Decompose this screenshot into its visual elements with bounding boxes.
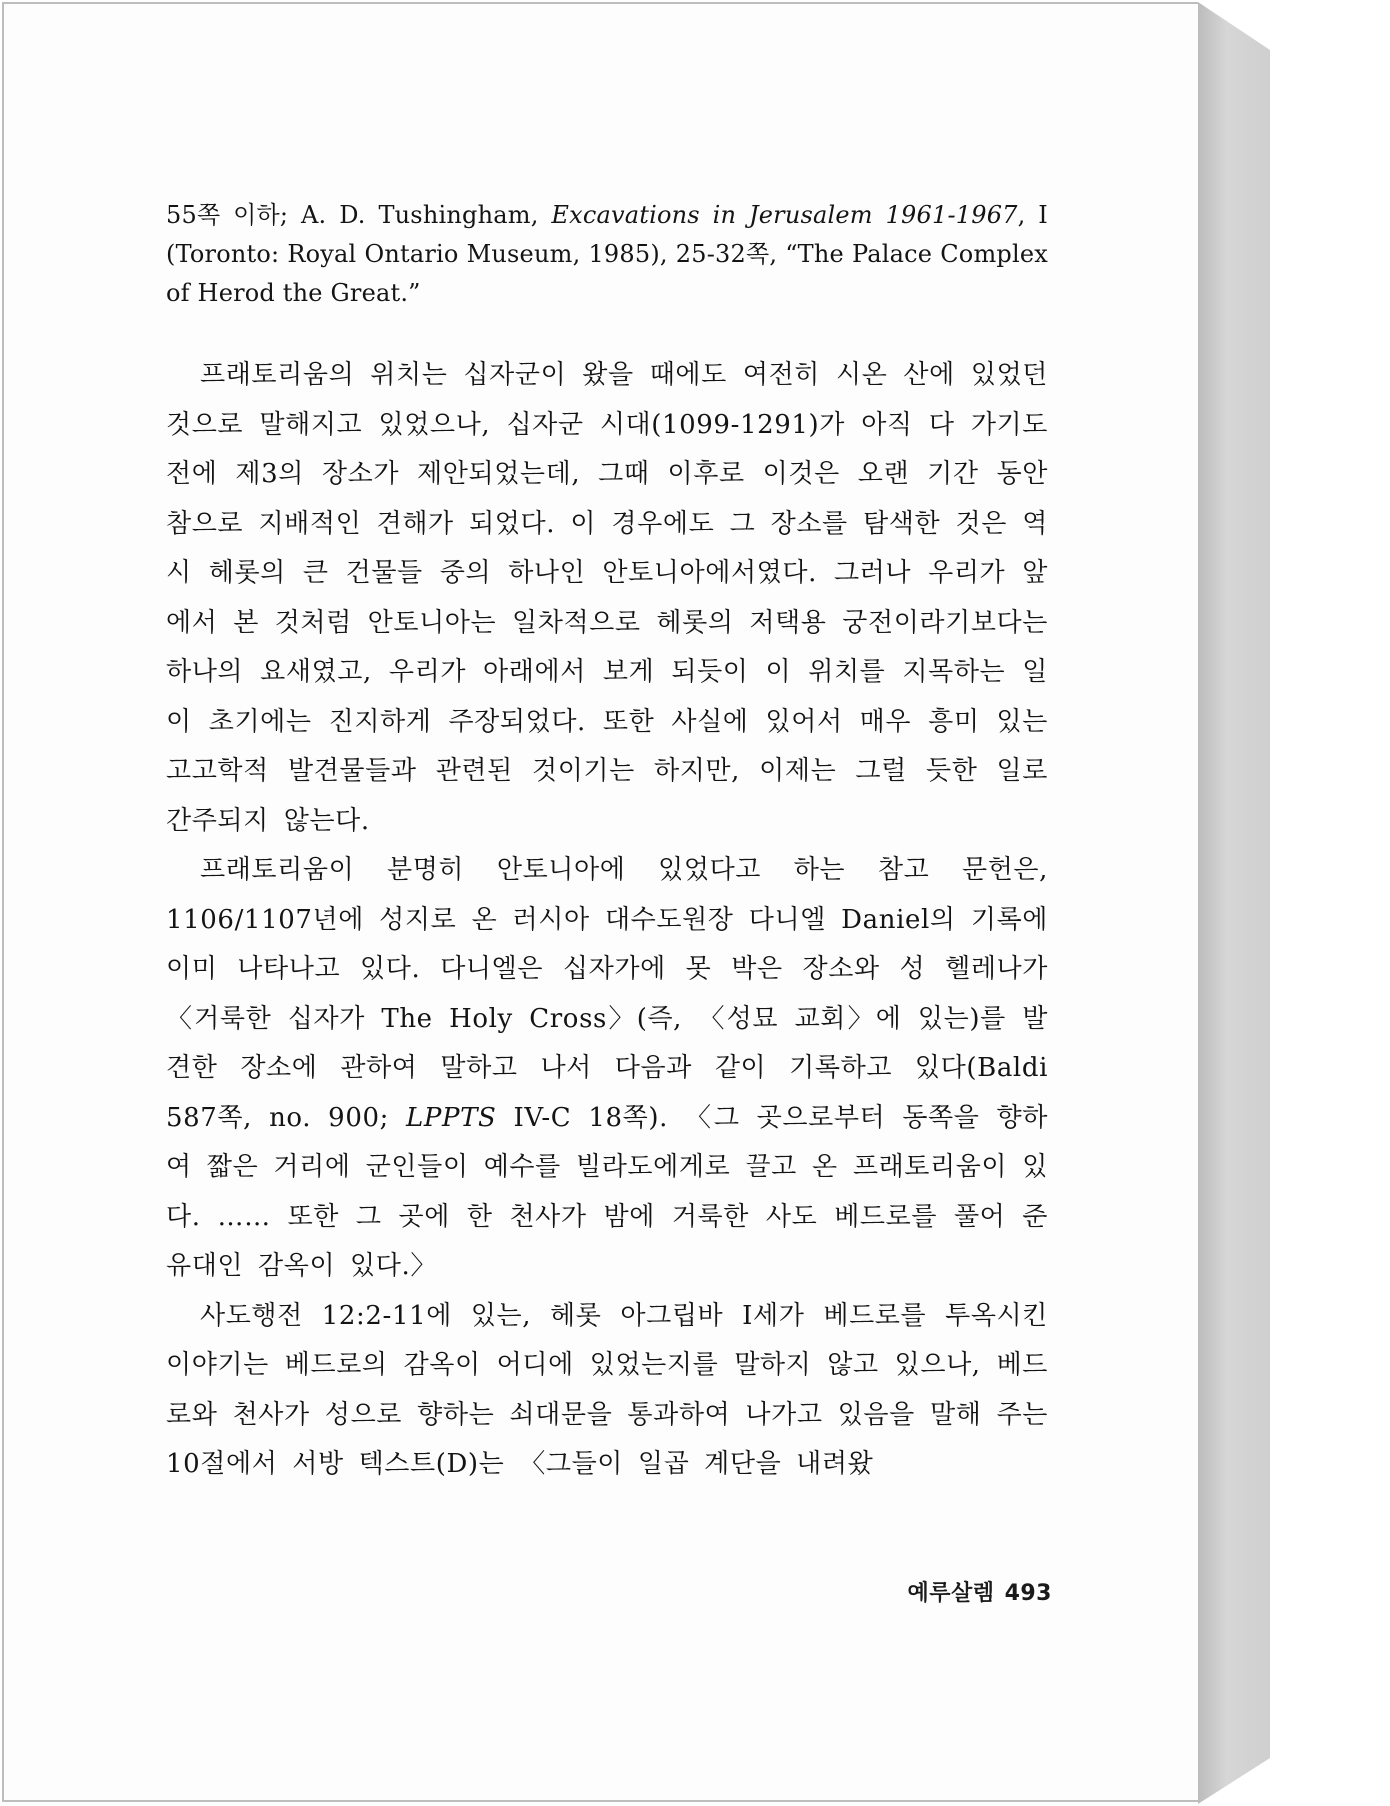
running-footer bbox=[830, 1576, 1052, 1607]
body-paragraph-2 bbox=[166, 846, 1048, 1292]
footnote-continuation bbox=[166, 196, 1048, 313]
page-number: 493 bbox=[1004, 1581, 1052, 1606]
paragraph-2-text-pre: 프래토리움이 분명히 안토니아에 있었다고 하는 참고 문헌은, 1106/1107년에 성지로 온 러시아 대수도원장 다니엘 Daniel의 기록에 이미 나타나고 있다. 다니엘은 십자가에 못 박은 장소와 성 헬레나가 〈거룩한 십자가 The Holy Cross〉(즉, 〈성묘 교회〉에 있는)를 발견한 장소에 관하여 말하고 나서 다음과 같이 기록하고 있다(Baldi 587쪽, no. 900; bbox=[166, 855, 1048, 1133]
footnote-text-pre: 55쪽 이하; A. D. Tushingham, bbox=[166, 201, 552, 229]
footnote-book-title: Excavations in Jerusalem 1961-1967 bbox=[551, 201, 1018, 229]
paragraph-2-abbrev: LPPTS bbox=[406, 1102, 497, 1133]
page-content bbox=[166, 196, 1048, 1490]
body-paragraph-3: 사도행전 12:2-11에 있는, 헤롯 아그립바 I세가 베드로를 투옥시킨 이야기는 베드로의 감옥이 어디에 있었는지를 말하지 않고 있으나, 베드로와 천사가 성으로 향하는 쇠대문을 통과하여 나가고 있음을 말해 주는 10절에서 서방 텍스트(D)는 〈그들이 일곱 계단을 내려왔 bbox=[166, 1300, 1048, 1479]
paragraph-2-text-post: IV-C 18쪽). 〈그 곳으로부터 동쪽을 향하여 짧은 거리에 군인들이 예수를 빌라도에게로 끌고 온 프래토리움이 있다. …… 또한 그 곳에 한 천사가 밤에 거룩한 사도 베드로를 풀어 준 유대인 감옥이 있다.〉 bbox=[166, 1102, 1048, 1281]
body-paragraph-1: 프래토리움의 위치는 십자군이 왔을 때에도 여전히 시온 산에 있었던 것으로 말해지고 있었으나, 십자군 시대(1099-1291)가 아직 다 가기도 전에 제3의 장소가 제안되었는데, 그때 이후로 이것은 오랜 기간 동안 참으로 지배적인 견해가 되었다. 이 경우에도 그 장소를 탐색한 것은 역시 헤롯의 큰 건물들 중의 하나인 안토니아에서였다. 그러나 우리가 앞에서 본 것처럼 안토니아는 일차적으로 헤롯의 저택용 궁전이라기보다는 하나의 요새였고, 우리가 아래에서 보게 되듯이 이 위치를 지목하는 일이 초기에는 진지하게 주장되었다. 또한 사실에 있어서 매우 흥미 있는 고고학적 발견물들과 관련된 것이기는 하지만, 이제는 그럴 듯한 일로 간주되지 않는다. bbox=[166, 360, 1048, 836]
running-title: 예루살렘 bbox=[907, 1581, 995, 1606]
page-stack-edge bbox=[1198, 0, 1270, 1806]
footnote-text-post: , I (Toronto: Royal Ontario Museum, 1985), 25-32쪽, “The Palace Complex of Herod the Great.” bbox=[166, 201, 1048, 307]
